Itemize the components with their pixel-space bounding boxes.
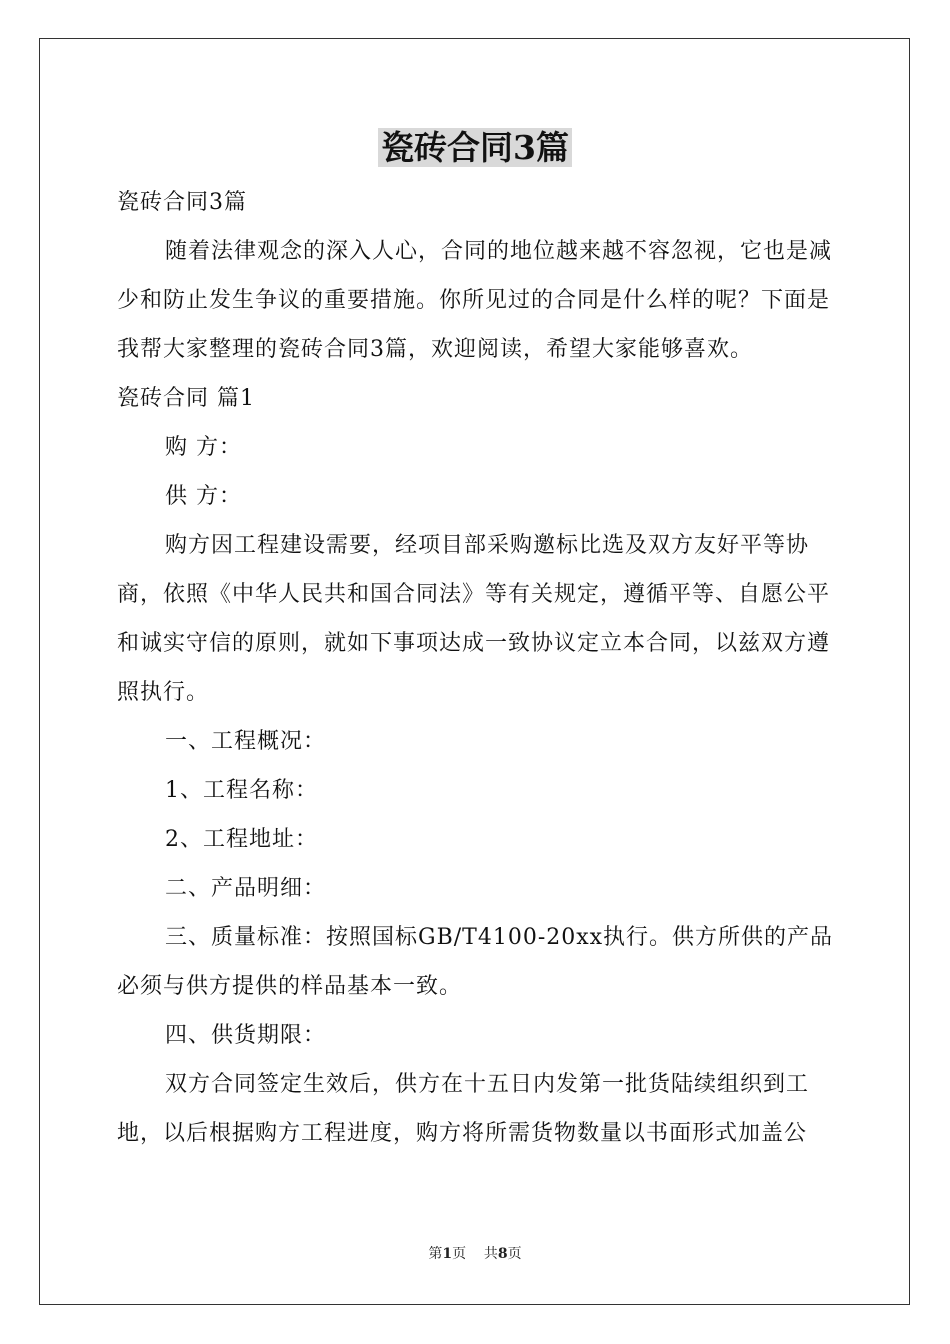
clause-project-address: 2、工程地址：	[165, 827, 318, 852]
total-suffix: 页	[507, 1246, 522, 1262]
clause-project-overview: 一、工程概况：	[165, 729, 327, 754]
clause-delivery-period: 四、供货期限：	[165, 1023, 327, 1048]
page-footer	[0, 1244, 950, 1264]
document-title-text: 瓷砖合同3篇	[378, 128, 572, 167]
paragraph-intro: 随着法律观念的深入人心，合同的地位越来越不容忽视，它也是减少和防止发生争议的重要措施。你所见过的合同是什么样的呢？下面是我帮大家整理的瓷砖合同3篇，欢迎阅读，希望大家能够喜欢。	[117, 239, 833, 362]
clause-quality-standard: 三、质量标准：按照国标GB/T4100-20xx执行。供方所供的产品必须与供方提供的样品基本一致。	[117, 925, 834, 999]
clause-product-details: 二、产品明细：	[165, 876, 327, 901]
total-pages: 8	[497, 1246, 508, 1262]
paragraph-buyer: 购 方：	[165, 435, 242, 460]
clause-project-name: 1、工程名称：	[165, 778, 318, 803]
section-heading: 瓷砖合同 篇1	[117, 386, 255, 411]
page-suffix: 页	[452, 1246, 467, 1262]
paragraph-preamble: 购方因工程建设需要，经项目部采购邀标比选及双方友好平等协商，依照《中华人民共和国合同法》等有关规定，遵循平等、自愿公平和诚实守信的原则，就如下事项达成一致协议定立本合同，以兹双方遵照执行。	[117, 533, 831, 705]
document-body	[117, 178, 835, 1158]
document-title	[0, 126, 950, 170]
paragraph-delivery-terms: 双方合同签定生效后，供方在十五日内发第一批货陆续组织到工地，以后根据购方工程进度，购方将所需货物数量以书面形式加盖公	[117, 1072, 810, 1146]
paragraph-supplier: 供 方：	[165, 484, 242, 509]
page-number: 1	[442, 1246, 453, 1262]
total-prefix: 共	[483, 1246, 498, 1262]
page-prefix: 第	[428, 1246, 443, 1262]
paragraph-subtitle: 瓷砖合同3篇	[117, 190, 247, 215]
